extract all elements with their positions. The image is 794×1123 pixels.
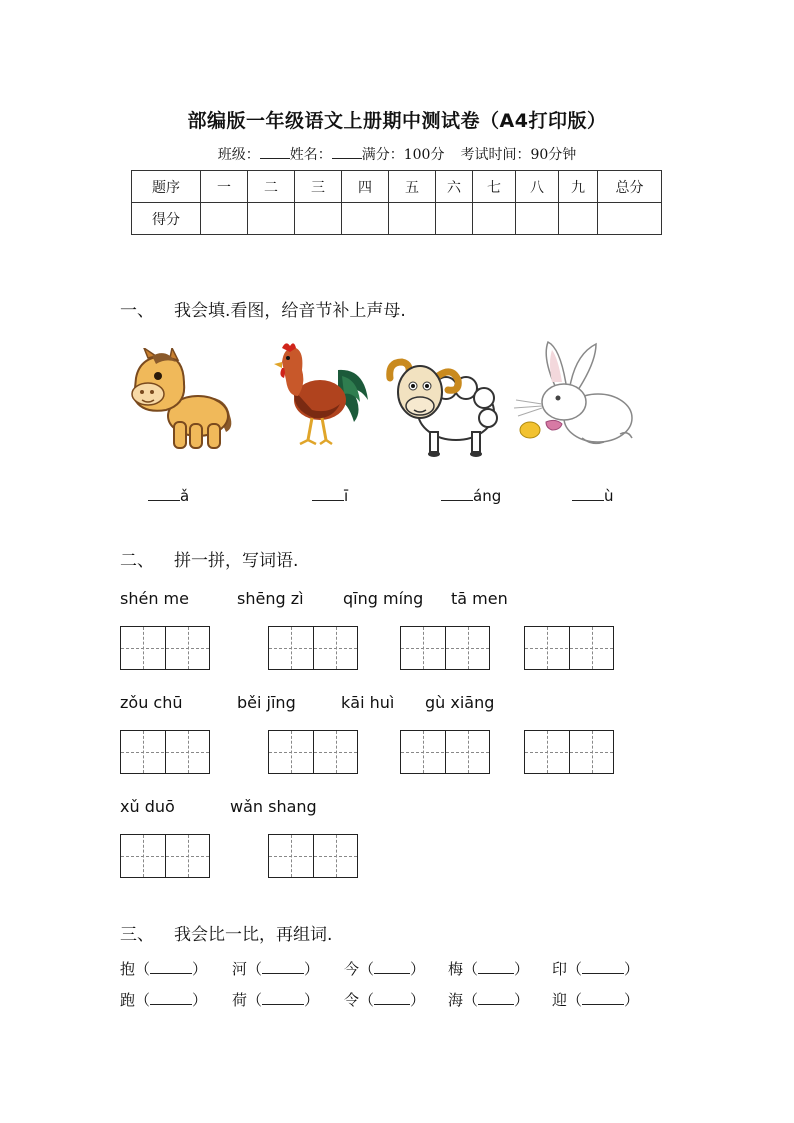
header-cell: 九 xyxy=(559,171,598,203)
section-text: 我会比一比，再组词. xyxy=(174,925,333,945)
compare-item[interactable]: 印（ ） xyxy=(552,960,640,978)
rabbit-icon xyxy=(512,338,640,450)
full-score: 满分：100分 xyxy=(361,147,445,163)
rooster-icon xyxy=(268,340,372,458)
horse-icon xyxy=(126,348,238,454)
score-cell[interactable] xyxy=(516,203,559,235)
header-cell: 七 xyxy=(473,171,516,203)
character: 令 xyxy=(344,991,360,1009)
compare-item[interactable]: 梅（ ） xyxy=(448,960,530,978)
writing-grid[interactable] xyxy=(120,626,210,670)
final-sound: ī xyxy=(344,487,349,505)
pinyin-label: gù xiāng xyxy=(425,693,495,712)
pinyin-label: běi jīng xyxy=(237,693,296,712)
class-blank[interactable] xyxy=(260,146,290,159)
header-cell: 二 xyxy=(248,171,295,203)
writing-grid[interactable] xyxy=(524,730,614,774)
character: 跑 xyxy=(120,991,136,1009)
section-3-heading xyxy=(120,920,332,945)
score-cell[interactable] xyxy=(559,203,598,235)
header-cell: 三 xyxy=(295,171,342,203)
exam-info-line xyxy=(0,144,794,164)
header-cell: 总分 xyxy=(598,171,662,203)
character: 抱 xyxy=(120,960,136,978)
pinyin-label: shén me xyxy=(120,589,189,608)
page-title: 部编版一年级语文上册期中测试卷（A4打印版） xyxy=(187,110,607,132)
section-text: 我会填.看图，给音节补上声母. xyxy=(174,301,406,321)
final-sound: ǎ xyxy=(180,487,190,505)
character: 梅 xyxy=(448,960,464,978)
header-cell: 六 xyxy=(436,171,473,203)
compare-item[interactable]: 令（ ） xyxy=(344,991,426,1009)
exam-time: 考试时间：90分钟 xyxy=(460,147,577,163)
header-cell: 四 xyxy=(342,171,389,203)
writing-grid[interactable] xyxy=(120,834,210,878)
pinyin-label: xǔ duō xyxy=(120,797,175,816)
score-cell[interactable] xyxy=(342,203,389,235)
final-sound: áng xyxy=(473,487,502,505)
character: 印 xyxy=(552,960,568,978)
compare-item[interactable]: 河（ ） xyxy=(232,960,320,978)
pinyin-label: wǎn shang xyxy=(230,797,317,816)
score-cell[interactable] xyxy=(295,203,342,235)
score-cell[interactable] xyxy=(598,203,662,235)
writing-grid[interactable] xyxy=(268,730,358,774)
class-label: 班级： xyxy=(217,147,260,163)
compare-item[interactable]: 荷（ ） xyxy=(232,991,320,1009)
header-cell: 八 xyxy=(516,171,559,203)
row-label: 得分 xyxy=(132,203,201,235)
section-1-heading xyxy=(120,296,406,321)
compare-item[interactable]: 迎（ ） xyxy=(552,991,640,1009)
pinyin-label: tā men xyxy=(451,589,508,608)
blank-2[interactable] xyxy=(312,486,348,505)
compare-item[interactable]: 海（ ） xyxy=(448,991,530,1009)
section-number: 一、 xyxy=(120,301,154,321)
writing-grid[interactable] xyxy=(524,626,614,670)
writing-grid[interactable] xyxy=(120,730,210,774)
writing-grid[interactable] xyxy=(400,626,490,670)
writing-grid[interactable] xyxy=(268,626,358,670)
character: 河 xyxy=(232,960,248,978)
writing-grid[interactable] xyxy=(400,730,490,774)
section-text: 拼一拼，写词语. xyxy=(174,551,299,571)
header-cell: 题序 xyxy=(132,171,201,203)
score-cell[interactable] xyxy=(248,203,295,235)
final-sound: ù xyxy=(604,487,614,505)
section-2-heading xyxy=(120,546,298,571)
pinyin-label: zǒu chū xyxy=(120,693,183,712)
name-label: 姓名： xyxy=(289,147,332,163)
score-cell[interactable] xyxy=(436,203,473,235)
character: 今 xyxy=(344,960,360,978)
pinyin-label: qīng míng xyxy=(343,589,424,608)
header-cell: 五 xyxy=(389,171,436,203)
compare-item[interactable]: 抱（ ） xyxy=(120,960,208,978)
score-cell[interactable] xyxy=(389,203,436,235)
character: 海 xyxy=(448,991,464,1009)
score-cell[interactable] xyxy=(201,203,248,235)
character: 迎 xyxy=(552,991,568,1009)
pinyin-label: shēng zì xyxy=(237,589,304,608)
score-table xyxy=(131,170,662,235)
score-cell[interactable] xyxy=(473,203,516,235)
pinyin-label: kāi huì xyxy=(341,693,395,712)
score-table-header-row xyxy=(132,171,662,203)
writing-grid[interactable] xyxy=(268,834,358,878)
sheep-icon xyxy=(386,348,500,460)
score-table-score-row xyxy=(132,203,662,235)
name-blank[interactable] xyxy=(332,146,362,159)
character: 荷 xyxy=(232,991,248,1009)
blank-3[interactable] xyxy=(441,486,501,505)
header-cell: 一 xyxy=(201,171,248,203)
section-number: 三、 xyxy=(120,925,154,945)
compare-item[interactable]: 今（ ） xyxy=(344,960,426,978)
blank-1[interactable] xyxy=(148,486,189,505)
compare-item[interactable]: 跑（ ） xyxy=(120,991,208,1009)
section-number: 二、 xyxy=(120,551,154,571)
blank-4[interactable] xyxy=(572,486,614,505)
